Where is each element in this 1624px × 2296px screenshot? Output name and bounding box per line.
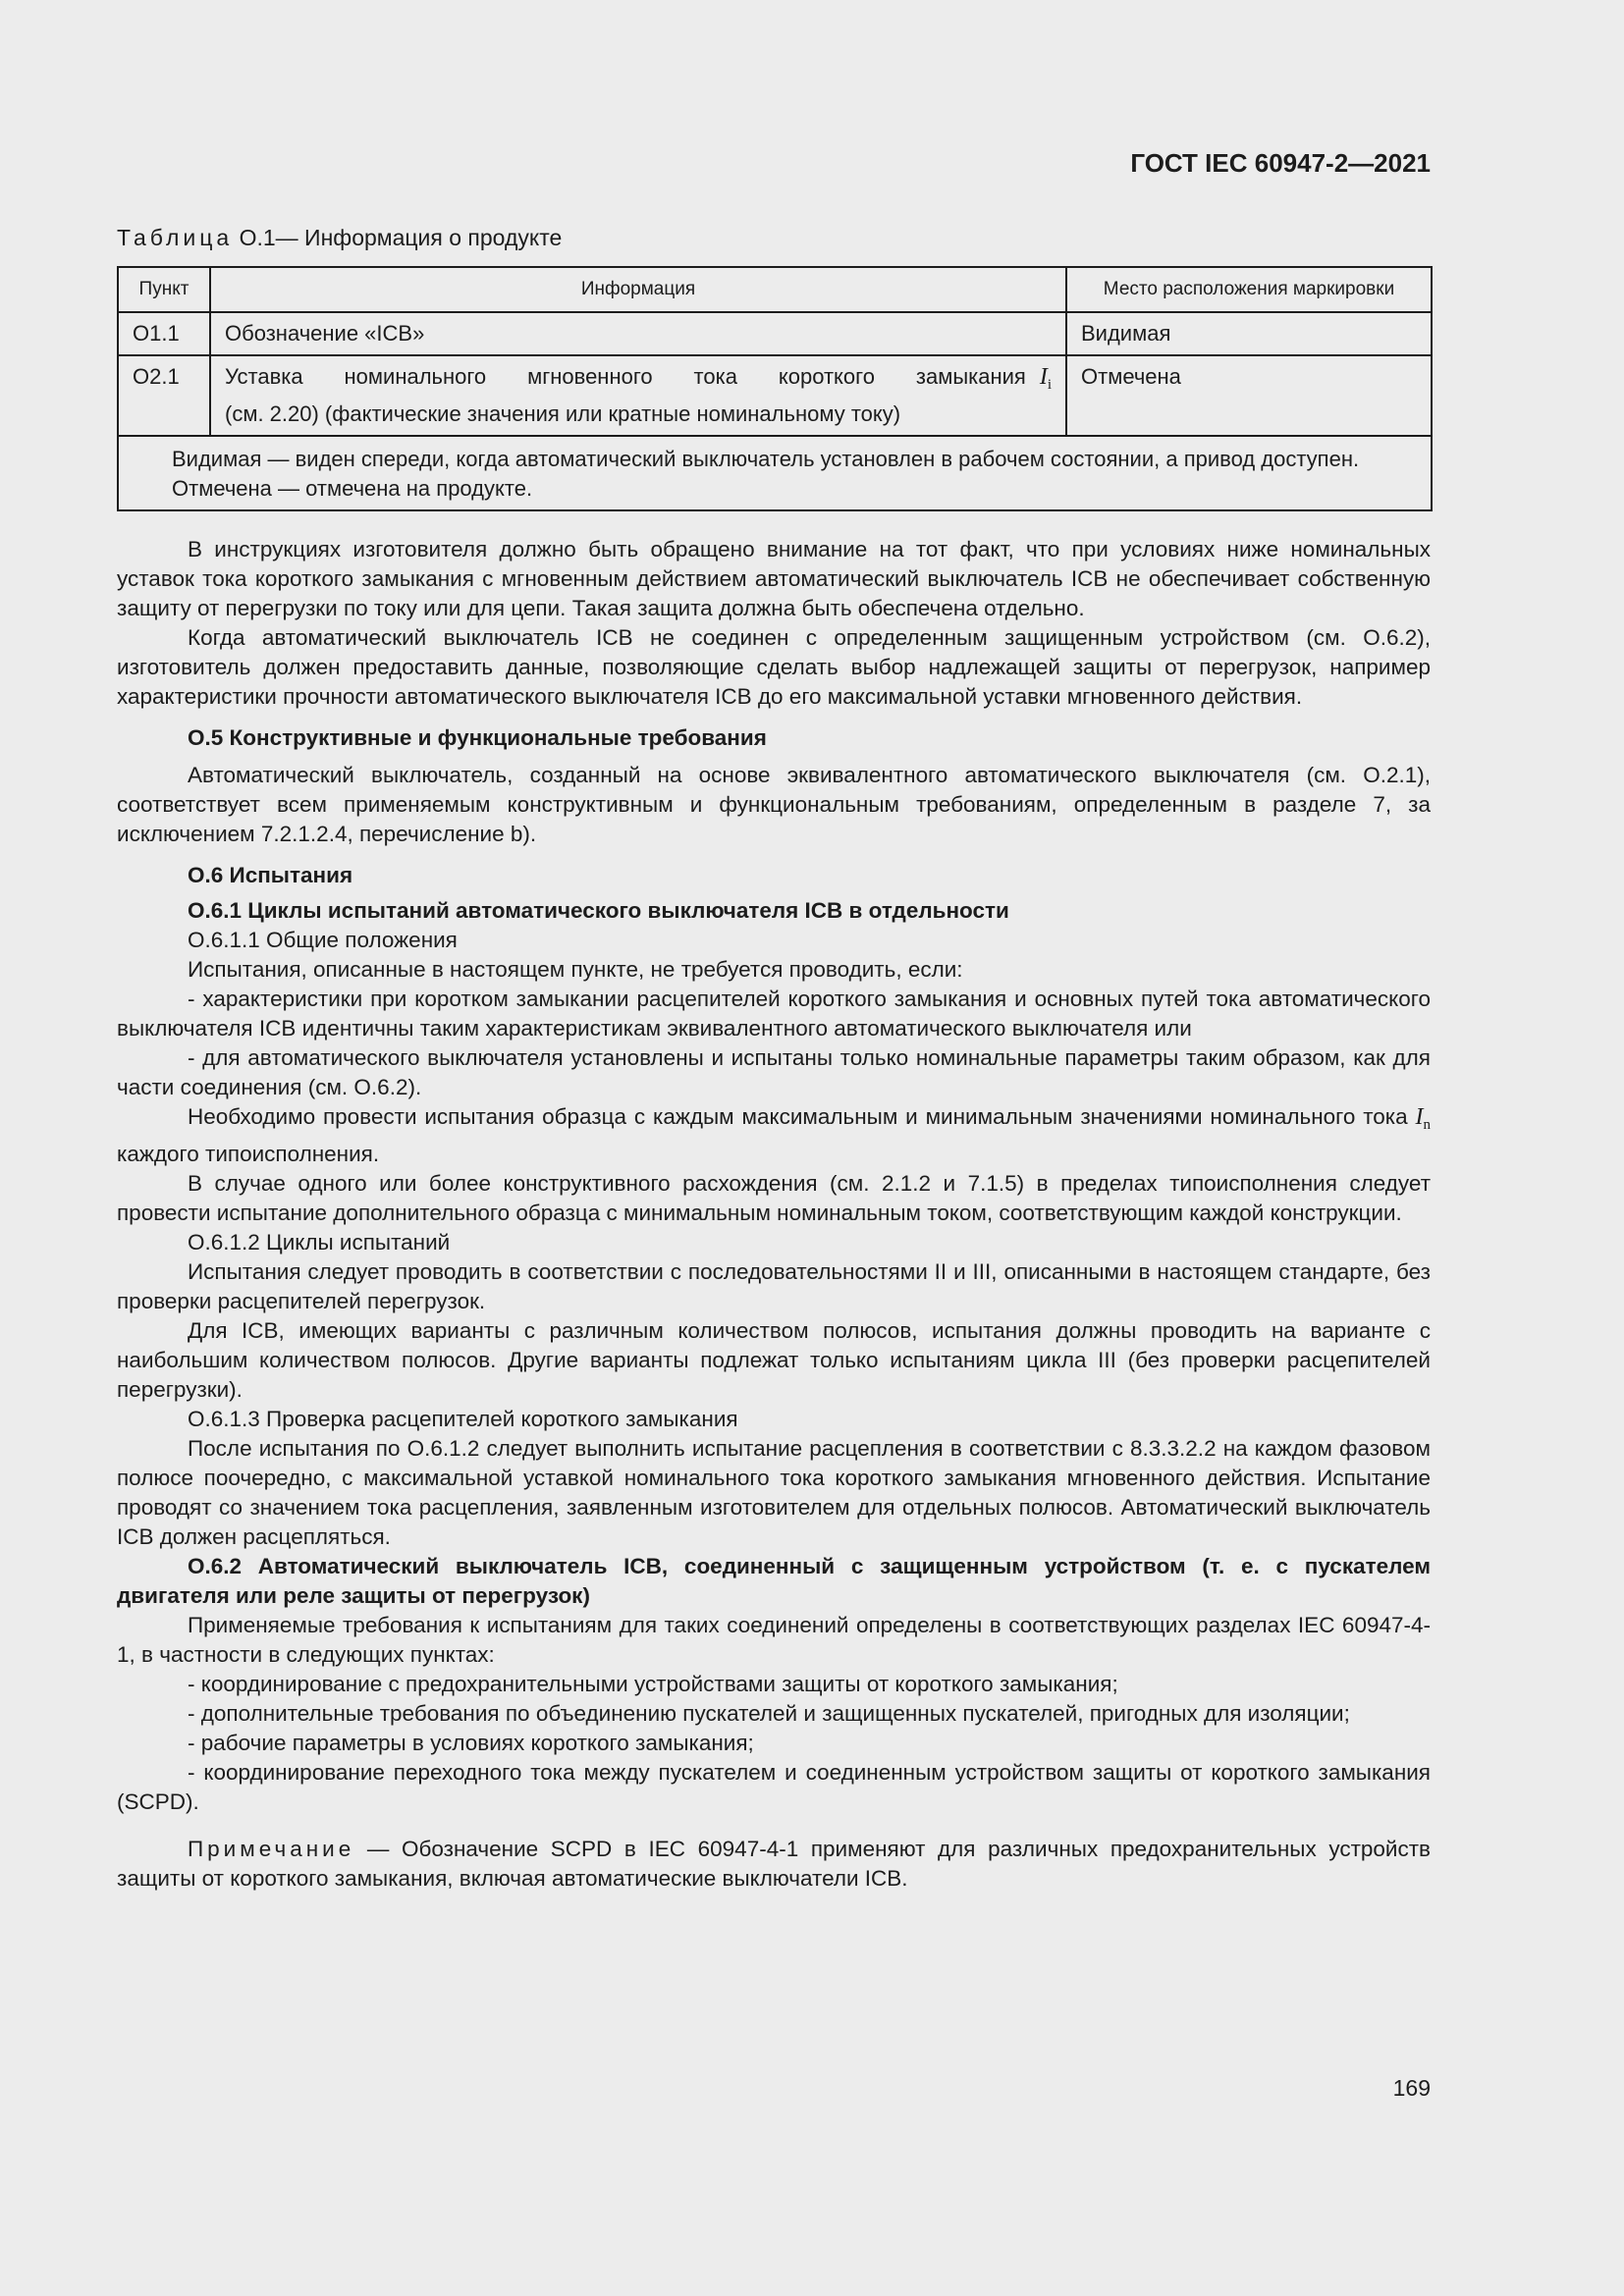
- table-caption-text: О.1— Информация о продукте: [239, 225, 563, 250]
- list-item: - для автоматического выключателя установлены и испытаны только номинальные параметры таким образом, как для части соединения (см. О.6.2).: [117, 1045, 1431, 1099]
- table-notes-row: [118, 436, 1432, 510]
- paragraph: Автоматический выключатель, созданный на основе эквивалентного автоматического выключателя (см. О.2.1), соответствует всем применяемым конструктивным и функциональным требованиям, определенным в разделе 7, за исключением 7.2.1.2.4, перечисление b).: [117, 763, 1431, 846]
- paragraph: Необходимо провести испытания образца с каждым максимальным и минимальным значениями номинального тока $I_n$ каждого типоисполнения.: [117, 1104, 1431, 1166]
- list-item: - дополнительные требования по объединению пускателей и защищенных пускателей, пригодных для изоляции;: [188, 1701, 1350, 1726]
- subsection-heading-o611: О.6.1.1 Общие положения: [188, 928, 458, 952]
- list-item: - рабочие параметры в условиях короткого замыкания;: [188, 1731, 754, 1755]
- table-cell-id: O1.1: [118, 312, 210, 355]
- note: [117, 1835, 1431, 1894]
- table-cell-location: Отмечена: [1066, 355, 1432, 436]
- paragraph: Испытания следует проводить в соответствии с последовательностями II и III, описанными в настоящем стандарте, без проверки расцепителей перегрузок.: [117, 1259, 1431, 1313]
- paragraph: Для ICB, имеющих варианты с различным количеством полюсов, испытания должны проводить на варианте с наибольшим количеством полюсов. Другие варианты подлежат только испытаниям цикла III (без проверки расцепителей перегрузки).: [117, 1318, 1431, 1402]
- table-header-item: Пункт: [118, 267, 210, 312]
- section-heading-o6: О.6 Испытания: [188, 863, 353, 887]
- table-note: Видимая — виден спереди, когда автоматический выключатель установлен в рабочем состоянии, а привод доступен.: [172, 447, 1360, 471]
- list-item: - координирование переходного тока между пускателем и соединенным устройством защиты от короткого замыкания (SCPD).: [117, 1760, 1431, 1814]
- subsection-heading-o612: О.6.1.2 Циклы испытаний: [188, 1230, 451, 1255]
- list-item: - характеристики при коротком замыкании расцепителей короткого замыкания и основных путей тока автоматического выключателя ICB идентичны таким характеристикам эквивалентного автоматического выключателя или: [117, 987, 1431, 1041]
- table-note: Отмечена — отмечена на продукте.: [172, 476, 533, 501]
- paragraph: Когда автоматический выключатель ICB не соединен с определенным защищенным устройством (см. О.6.2), изготовитель должен предоставить данные, позволяющие сделать выбор надлежащей защиты от перегрузок, например характеристики прочности автоматического выключателя ICB до его максимальной уставки мгновенного действия.: [117, 625, 1431, 709]
- subsection-heading-o613: О.6.1.3 Проверка расцепителей короткого замыкания: [188, 1407, 738, 1431]
- note-label: Примечание: [188, 1837, 355, 1861]
- document-body: [117, 535, 1431, 1894]
- table-cell-info-continuation: (см. 2.20) (фактические значения или кратные номинальному току): [225, 401, 901, 426]
- page-number: 169: [1392, 2075, 1431, 2101]
- current-symbol: $I_i$: [1039, 364, 1052, 393]
- table-notes: [118, 436, 1432, 510]
- table-caption-label: Таблица: [117, 225, 234, 250]
- paragraph: Испытания, описанные в настоящем пункте, не требуется проводить, если:: [188, 957, 963, 982]
- section-heading-o61: О.6.1 Циклы испытаний автоматического выключателя ICB в отдельности: [188, 898, 1009, 923]
- current-symbol: $I_n$: [1415, 1104, 1431, 1133]
- paragraph: После испытания по О.6.1.2 следует выполнить испытание расцепления в соответствии с 8.3.3.2.2 на каждом фазовом полюсе поочередно, с максимальной уставкой номинального тока короткого замыкания мгновенного действия. Испытание проводят со значением тока расцепления, заявленным изготовителем для отдельных полюсов. Автоматический выключатель ICB должен расцепляться.: [117, 1436, 1431, 1549]
- table-caption: [117, 221, 1431, 254]
- table-row: [118, 312, 1432, 355]
- page-content: [117, 142, 1431, 1894]
- table-cell-location: Видимая: [1066, 312, 1432, 355]
- standard-header: ГОСТ IEC 60947-2—2021: [1130, 148, 1431, 178]
- table-cell-info: Обозначение «ICB»: [210, 312, 1066, 355]
- table-cell-info: [210, 355, 1066, 436]
- paragraph: В случае одного или более конструктивного расхождения (см. 2.1.2 и 7.1.5) в пределах типоисполнения следует провести испытание дополнительного образца с минимальным номинальным током, соответствующим каждой конструкции.: [117, 1171, 1431, 1225]
- paragraph: В инструкциях изготовителя должно быть обращено внимание на тот факт, что при условиях ниже номинальных уставок тока короткого замыкания с мгновенным действием автоматический выключатель ICB не обеспечивает собственную защиту от перегрузки по току или для цепи. Такая защита должна быть обеспечена отдельно.: [117, 537, 1431, 620]
- section-heading-o62: О.6.2 Автоматический выключатель ICB, соединенный с защищенным устройством (т. е. с пускателем двигателя или реле защиты от перегрузок): [117, 1554, 1431, 1608]
- paragraph: Применяемые требования к испытаниям для таких соединений определены в соответствующих разделах IEC 60947-4-1, в частности в следующих пунктах:: [117, 1613, 1431, 1667]
- section-heading-o5: О.5 Конструктивные и функциональные требования: [188, 725, 767, 750]
- table-cell-info-text: Уставка номинального мгновенного тока короткого замыкания: [225, 364, 1026, 389]
- table-row: [118, 355, 1432, 436]
- note-text: — Обозначение SCPD в IEC 60947-4-1 применяют для различных предохранительных устройств защиты от короткого замыкания, включая автоматические выключатели ICB.: [117, 1837, 1431, 1891]
- list-item: - координирование с предохранительными устройствами защиты от короткого замыкания;: [188, 1672, 1118, 1696]
- table-header-row: [118, 267, 1432, 312]
- table-cell-id: O2.1: [118, 355, 210, 436]
- product-info-table: [117, 266, 1433, 511]
- table-header-location: Место расположения маркировки: [1066, 267, 1432, 312]
- table-header-info: Информация: [210, 267, 1066, 312]
